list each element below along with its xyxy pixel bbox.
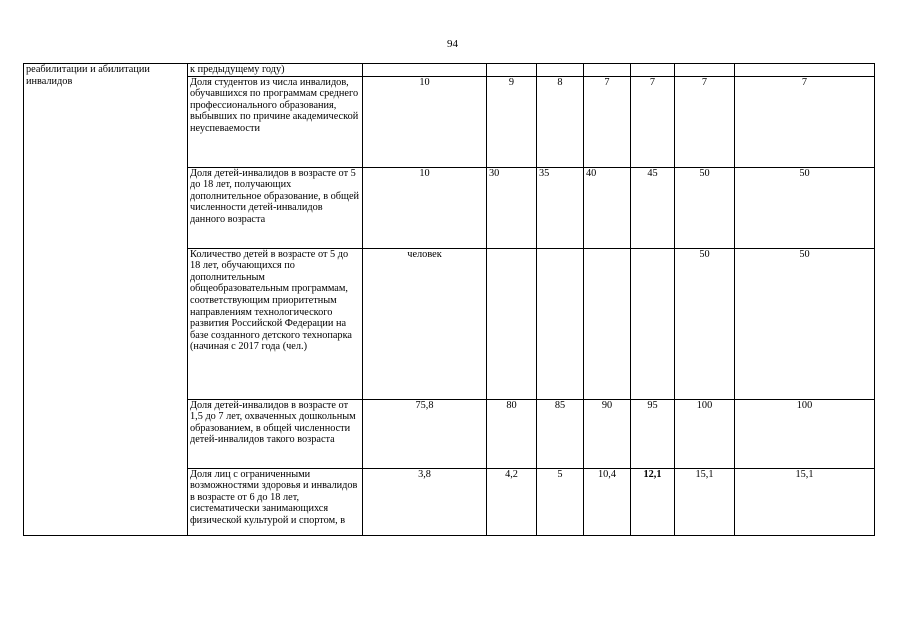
value-cell: 15,1: [675, 468, 735, 535]
value-cell: 50: [675, 167, 735, 248]
value-cell: 50: [735, 167, 875, 248]
value-cell: 85: [537, 399, 584, 468]
value-cell: 9: [487, 76, 537, 167]
unit-cell: 3,8: [363, 468, 487, 535]
value-cell: [537, 248, 584, 399]
value-cell: 50: [735, 248, 875, 399]
value-cell: 7: [675, 76, 735, 167]
unit-cell: 10: [363, 167, 487, 248]
indicator-cell: Доля студентов из числа инвалидов, обучавшихся по программам среднего профессионального образования, выбывших по причине академической неуспеваемости: [188, 76, 363, 167]
program-name-line: инвалидов: [26, 75, 73, 87]
indicator-cell: Доля детей-инвалидов в возрасте от 1,5 до 7 лет, охваченных дошкольным образованием, в общей численности детей-инвалидов такого возраста: [188, 399, 363, 468]
value-cell: 7: [584, 76, 631, 167]
unit-cell: 10: [363, 76, 487, 167]
value-cell: 40: [584, 167, 631, 248]
value-cell: [584, 248, 631, 399]
program-name-line: реабилитации и абилитации: [26, 64, 150, 75]
unit-cell: [363, 64, 487, 77]
indicator-cell: Количество детей в возрасте от 5 до 18 лет, обучающихся по дополнительным общеобразовательным программам, соответствующим приоритетным направлениям технологического развития Российской Федерации на базе созданного детского технопарка (начиная с 2017 года (чел.): [188, 248, 363, 399]
value-cell: [584, 64, 631, 77]
indicators-table: [23, 63, 875, 536]
value-cell: 35: [537, 167, 584, 248]
value-cell: 5: [537, 468, 584, 535]
unit-cell: человек: [363, 248, 487, 399]
value-cell: 4,2: [487, 468, 537, 535]
value-cell: [675, 64, 735, 77]
value-cell: 100: [735, 399, 875, 468]
program-name-cell: [24, 64, 188, 536]
unit-cell: 75,8: [363, 399, 487, 468]
value-cell: 30: [487, 167, 537, 248]
table-row: [24, 64, 875, 77]
indicator-cell: Доля лиц с ограниченными возможностями здоровья и инвалидов в возрасте от 6 до 18 лет, систематически занимающихся физической культурой и спортом, в: [188, 468, 363, 535]
value-cell: 12,1: [631, 468, 675, 535]
value-cell: 95: [631, 399, 675, 468]
value-cell: [631, 64, 675, 77]
value-cell: 50: [675, 248, 735, 399]
value-cell: [487, 248, 537, 399]
value-cell: 15,1: [735, 468, 875, 535]
value-cell: [631, 248, 675, 399]
value-cell: 45: [631, 167, 675, 248]
value-cell: 7: [735, 76, 875, 167]
value-cell: 7: [631, 76, 675, 167]
indicator-cell: к предыдущему году): [188, 64, 363, 77]
value-cell: [735, 64, 875, 77]
value-cell: 8: [537, 76, 584, 167]
page-number: 94: [447, 38, 458, 50]
value-cell: 80: [487, 399, 537, 468]
value-cell: 100: [675, 399, 735, 468]
indicator-cell: Доля детей-инвалидов в возрасте от 5 до 18 лет, получающих дополнительное образование, в общей численности детей-инвалидов данного возраста: [188, 167, 363, 248]
value-cell: 10,4: [584, 468, 631, 535]
value-cell: [537, 64, 584, 77]
value-cell: 90: [584, 399, 631, 468]
value-cell: [487, 64, 537, 77]
